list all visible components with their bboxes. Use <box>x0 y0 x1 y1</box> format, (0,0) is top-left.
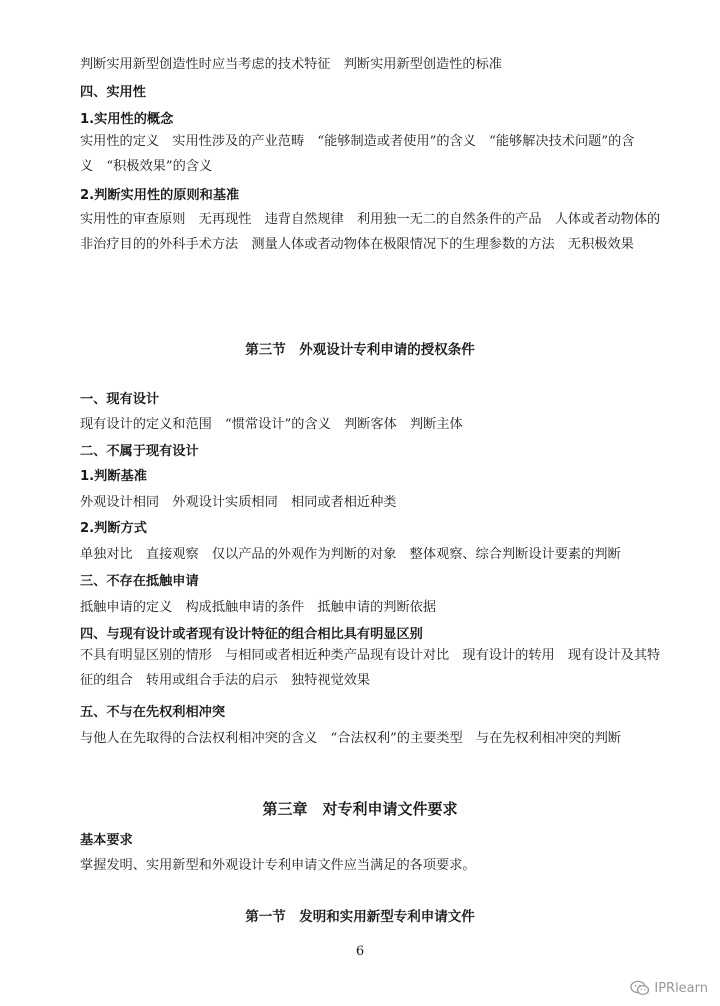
heading: 五、不与在先权利相冲突 <box>80 705 226 720</box>
body-text: 实用性的定义 实用性涉及的产业范畴 “能够制造或者使用”的含义 “能够解决技术问题”的含义 “积极效果”的含义 <box>80 134 635 174</box>
subheading: 1.判断基准 <box>80 469 147 484</box>
heading: 三、不存在抵触申请 <box>80 574 199 589</box>
body-text: 与他人在先取得的合法权利相冲突的含义 “合法权利”的主要类型 与在先权利相冲突的判断 <box>80 731 621 746</box>
heading: 一、现有设计 <box>80 392 160 407</box>
section-title: 第三节 外观设计专利申请的授权条件 <box>245 342 475 358</box>
body-text: 抵触申请的定义 构成抵触申请的条件 抵触申请的判断依据 <box>80 600 437 615</box>
wechat-icon <box>630 980 650 996</box>
page-number: 6 <box>355 944 365 959</box>
watermark-text: IPRlearn <box>654 980 708 996</box>
body-text: 外观设计相同 外观设计实质相同 相同或者相近种类 <box>80 495 397 510</box>
body-text: 实用性的审查原则 无再现性 违背自然规律 利用独一无二的自然条件的产品 人体或者动物体的非治疗目的的外科手术方法 测量人体或者动物体在极限情况下的生理参数的方法 无积极效果 <box>80 212 661 252</box>
heading: 四、实用性 <box>80 85 146 100</box>
heading: 二、不属于现有设计 <box>80 444 199 459</box>
body-text: 判断实用新型创造性时应当考虑的技术特征 判断实用新型创造性的标准 <box>80 57 502 72</box>
body-text: 不具有明显区别的情形 与相同或者相近种类产品现有设计对比 现有设计的转用 现有设计及其特征的组合 转用或组合手法的启示 独特视觉效果 <box>80 648 661 688</box>
heading: 基本要求 <box>80 833 133 848</box>
chapter-title: 第三章 对专利申请文件要求 <box>262 800 458 818</box>
body-text: 现有设计的定义和范围 “惯常设计”的含义 判断客体 判断主体 <box>80 417 463 432</box>
subheading: 1.实用性的概念 <box>80 112 174 127</box>
section-title: 第一节 发明和实用新型专利申请文件 <box>245 909 475 925</box>
body-text: 单独对比 直接观察 仅以产品的外观作为判断的对象 整体观察、综合判断设计要素的判断 <box>80 547 621 562</box>
watermark <box>630 980 708 996</box>
subheading: 2.判断实用性的原则和基准 <box>80 188 240 203</box>
heading: 四、与现有设计或者现有设计特征的组合相比具有明显区别 <box>80 627 423 642</box>
subheading: 2.判断方式 <box>80 521 147 536</box>
body-text: 掌握发明、实用新型和外观设计专利申请文件应当满足的各项要求。 <box>80 858 476 873</box>
